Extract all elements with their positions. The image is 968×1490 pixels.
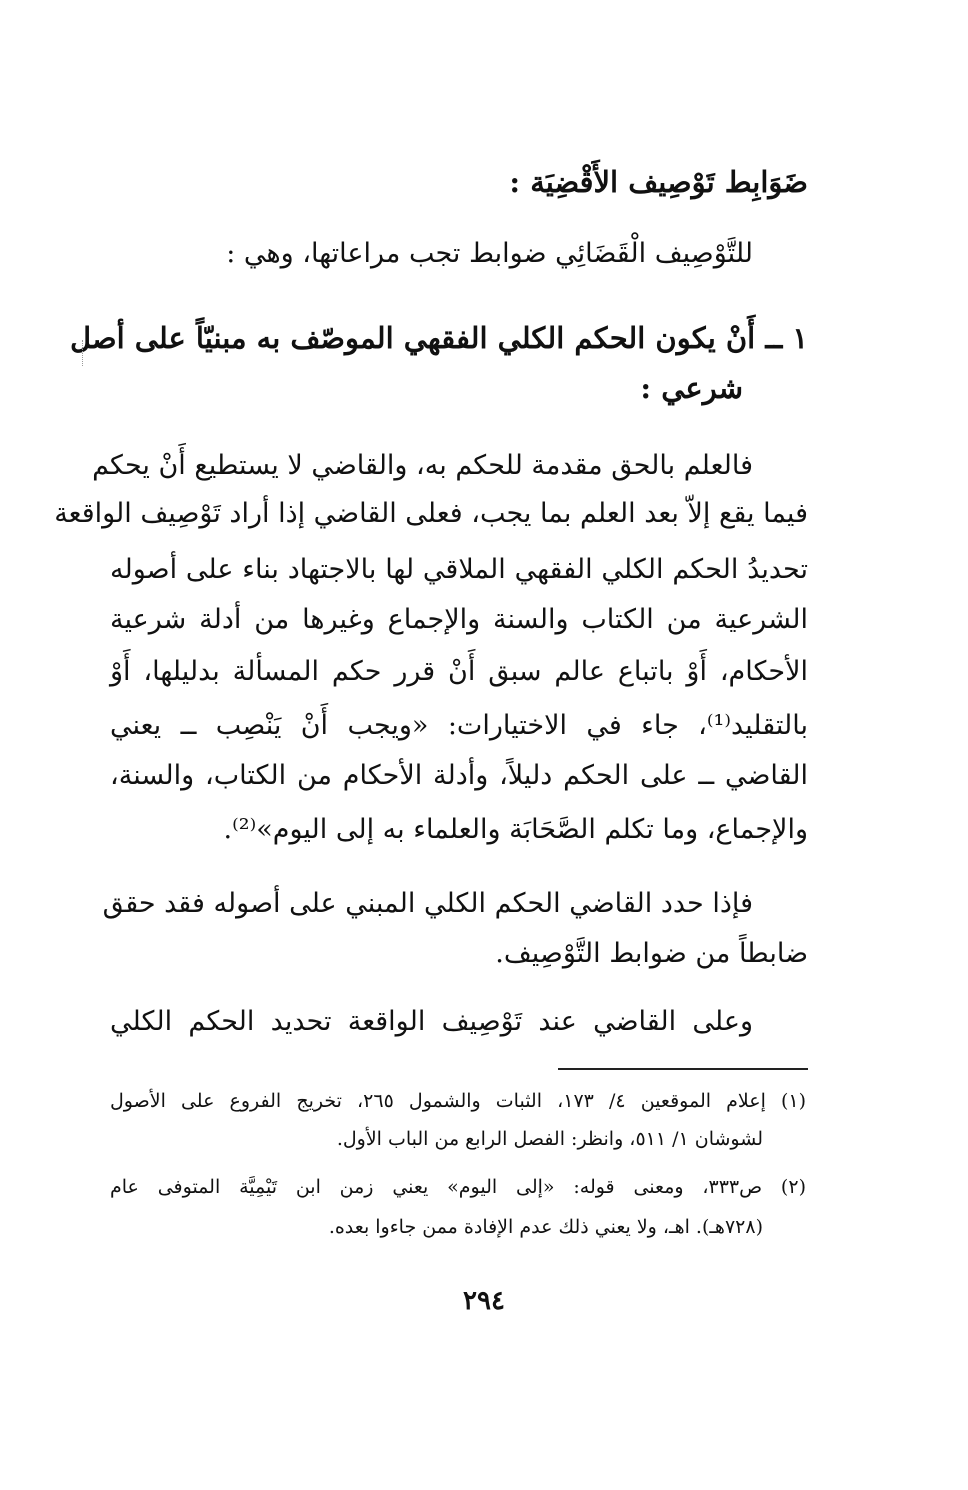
paragraph-1-line-1: فالعلم بالحق مقدمة للحكم به، والقاضي لا يستطيع أَنْ يحكم	[92, 450, 753, 481]
paragraph-1-line-5: الأحكام، أَوْ باتباع عالم سبق أَنْ قرر حكم المسألة بدليلها، أَوْ	[110, 656, 808, 687]
margin-mark	[82, 340, 85, 366]
footnote-2-line-2: (٧٢٨هـ). اهـ، ولا يعني ذلك عدم الإفادة ممن جاءوا بعده.	[328, 1216, 763, 1238]
paragraph-1-line-2: فيما يقع إلاّ بعد العلم بما يجب، فعلى القاضي إذا أراد تَوْصِيف الواقعة	[54, 498, 808, 529]
section-heading: ضَوَابِط تَوْصِيف الأَقْضِيَة :	[509, 165, 808, 199]
item-1-heading-line-2: شرعي :	[640, 371, 743, 405]
footnote-1-line-2: لشوشان ١/ ٥١١، وانظر: الفصل الرابع من الباب الأول.	[336, 1128, 763, 1150]
paragraph-3-line-1: وعلى القاضي عند تَوْصِيف الواقعة تحديد الحكم الكلي	[110, 1006, 753, 1037]
paragraph-2-line-2: ضابطاً من ضوابط التَّوْصِيف.	[495, 938, 808, 969]
footnote-2-line-1: (٢) ص٣٣٣، ومعنى قوله: «إلى اليوم» يعني زمن ابن تَيْمِيَّة المتوفى عام	[110, 1176, 806, 1198]
intro-line: للتَّوْصِيف الْقَضَائِي ضوابط تجب مراعاتها، وهي :	[226, 238, 753, 269]
footnote-1-line-1: (١) إعلام الموقعين ٤/ ١٧٣، الثبات والشمول ٢٦٥، تخريج الفروع على الأصول	[110, 1090, 807, 1112]
footnote-separator	[558, 1068, 808, 1070]
paragraph-1-line-4: الشرعية من الكتاب والسنة والإجماع وغيرها من أدلة شرعية	[110, 604, 808, 635]
paragraph-1-line-8: والإجماع، وما تكلم الصَّحَابَة والعلماء به إلى اليوم»⁽²⁾.	[223, 814, 808, 845]
paragraph-2-line-1: فإذا حدد القاضي الحكم الكلي المبني على أصوله فقد حقق	[102, 888, 753, 919]
page-number: ٢٩٤	[463, 1286, 505, 1316]
paragraph-1-line-7: القاضي ــ على الحكم دليلاً، وأدلة الأحكام من الكتاب، والسنة،	[110, 760, 808, 791]
item-1-heading-line-1: ١ ــ أَنْ يكون الحكم الكلي الفقهي الموصّف به مبنيّاً على أصل	[70, 321, 808, 355]
paragraph-1-line-6: بالتقليد⁽¹⁾، جاء في الاختيارات: «ويجب أَنْ يَنْصِب ــ يعني	[110, 710, 808, 741]
paragraph-1-line-3: تحديدُ الحكم الكلي الفقهي الملاقي لها بالاجتهاد بناء على أصوله	[110, 554, 808, 585]
